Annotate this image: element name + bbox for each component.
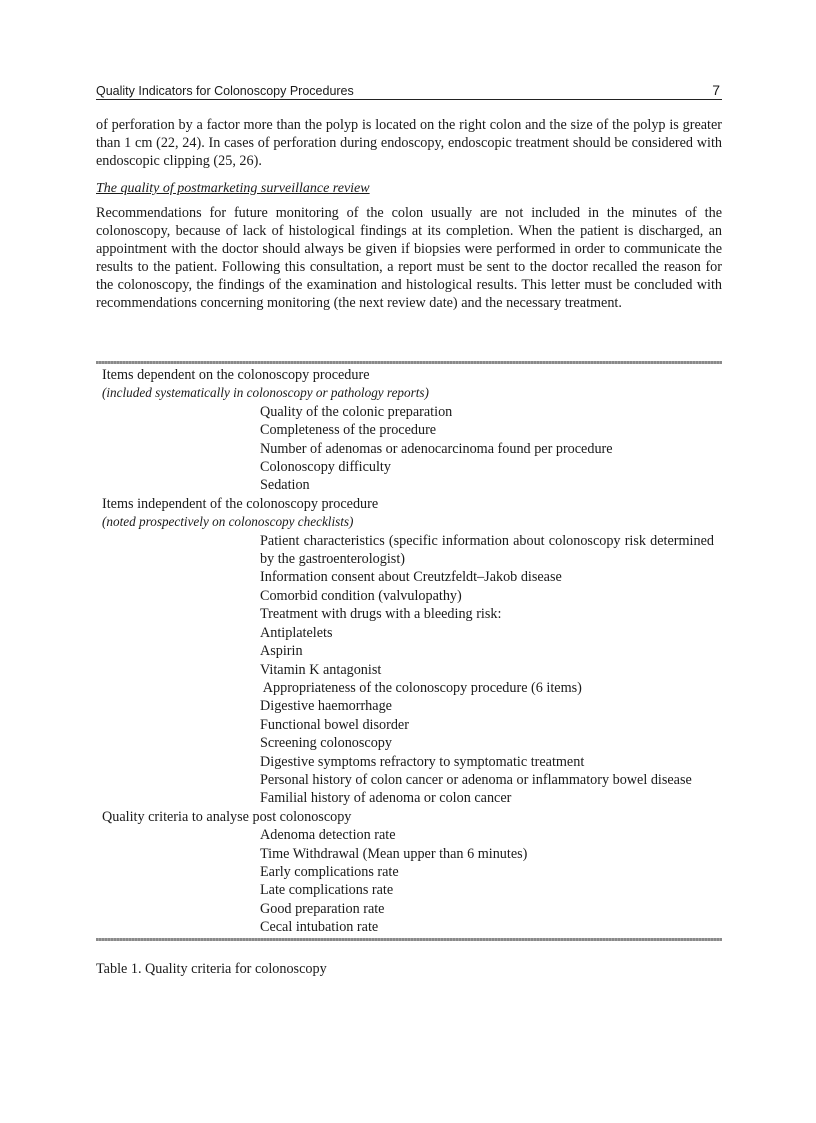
table-item: Adenoma detection rate (260, 827, 396, 844)
table-item: Sedation (260, 477, 310, 494)
table-group-independent (96, 495, 722, 808)
quality-criteria-table (96, 361, 722, 941)
table-item: Colonoscopy difficulty (260, 459, 391, 476)
table-item: Cecal intubation rate (260, 919, 379, 936)
table-item: Familial history of adenoma or colon cancer (260, 790, 512, 807)
table-item: Digestive symptoms refractory to symptomatic treatment (260, 753, 585, 770)
table-item: Good preparation rate (260, 900, 385, 917)
table-item: Antiplatelets (260, 624, 333, 641)
group-subtitle: (noted prospectively on colonoscopy checklists) (102, 514, 354, 530)
table-item: Digestive haemorrhage (260, 698, 392, 715)
table-item: Appropriateness of the colonoscopy procedure (6 items) (260, 679, 582, 696)
table-bottom-rule (96, 938, 722, 941)
table-item: Information consent about Creutzfeldt–Jakob disease (260, 569, 562, 586)
table-item: Quality of the colonic preparation (260, 403, 453, 420)
body-paragraph-perforation: of perforation by a factor more than the polyp is located on the right colon and the size of the polyp is greater than 1 cm (22, 24). In cases of perforation during endoscopy, endoscopic treatment should be considered with endoscopic clipping (25, 26). (96, 117, 722, 170)
table-item: Aspirin (260, 643, 303, 660)
group-title: Items independent of the colonoscopy procedure (102, 495, 379, 512)
table-item: Comorbid condition (valvulopathy) (260, 587, 462, 604)
table-body (96, 364, 722, 938)
table-item: Late complications rate (260, 882, 394, 899)
running-header (96, 80, 722, 100)
table-item: Patient characteristics (specific information about colonoscopy risk determined by the gastroenterologist) (260, 532, 714, 568)
group-title: Items dependent on the colonoscopy procedure (102, 367, 370, 383)
group-subtitle: (included systematically in colonoscopy or pathology reports) (102, 385, 429, 401)
table-item: Early complications rate (260, 863, 399, 880)
table-group-post-colonoscopy (96, 808, 722, 937)
running-title: Quality Indicators for Colonoscopy Procedures (96, 84, 354, 98)
table-item: Vitamin K antagonist (260, 661, 382, 678)
group-title: Quality criteria to analyse post colonoscopy (102, 808, 352, 825)
table-item: Personal history of colon cancer or adenoma or inflammatory bowel disease (260, 771, 692, 788)
section-heading: The quality of postmarketing surveillance review (96, 181, 370, 196)
table-item: Completeness of the procedure (260, 422, 437, 439)
page-number: 7 (712, 82, 720, 98)
table-caption: Table 1. Quality criteria for colonoscopy (96, 961, 327, 977)
table-item: Time Withdrawal (Mean upper than 6 minutes) (260, 845, 528, 862)
table-item: Treatment with drugs with a bleeding risk: (260, 606, 502, 623)
table-item: Number of adenomas or adenocarcinoma found per procedure (260, 440, 613, 457)
table-group-dependent (96, 366, 722, 495)
table-item: Functional bowel disorder (260, 716, 409, 733)
body-paragraph-surveillance: Recommendations for future monitoring of the colon usually are not included in the minutes of the colonoscopy, because of lack of histological findings at its completion. When the patient is discharged, an appointment with the doctor should always be given if biopsies were performed in order to communicate the results to the patient. Following this consultation, a report must be sent to the doctor recalled the reason for the colonoscopy, the findings of the examination and histological results. This letter must be concluded with recommendations concerning monitoring (the next review date) and the necessary treatment. (96, 205, 722, 312)
table-item: Screening colonoscopy (260, 735, 392, 752)
